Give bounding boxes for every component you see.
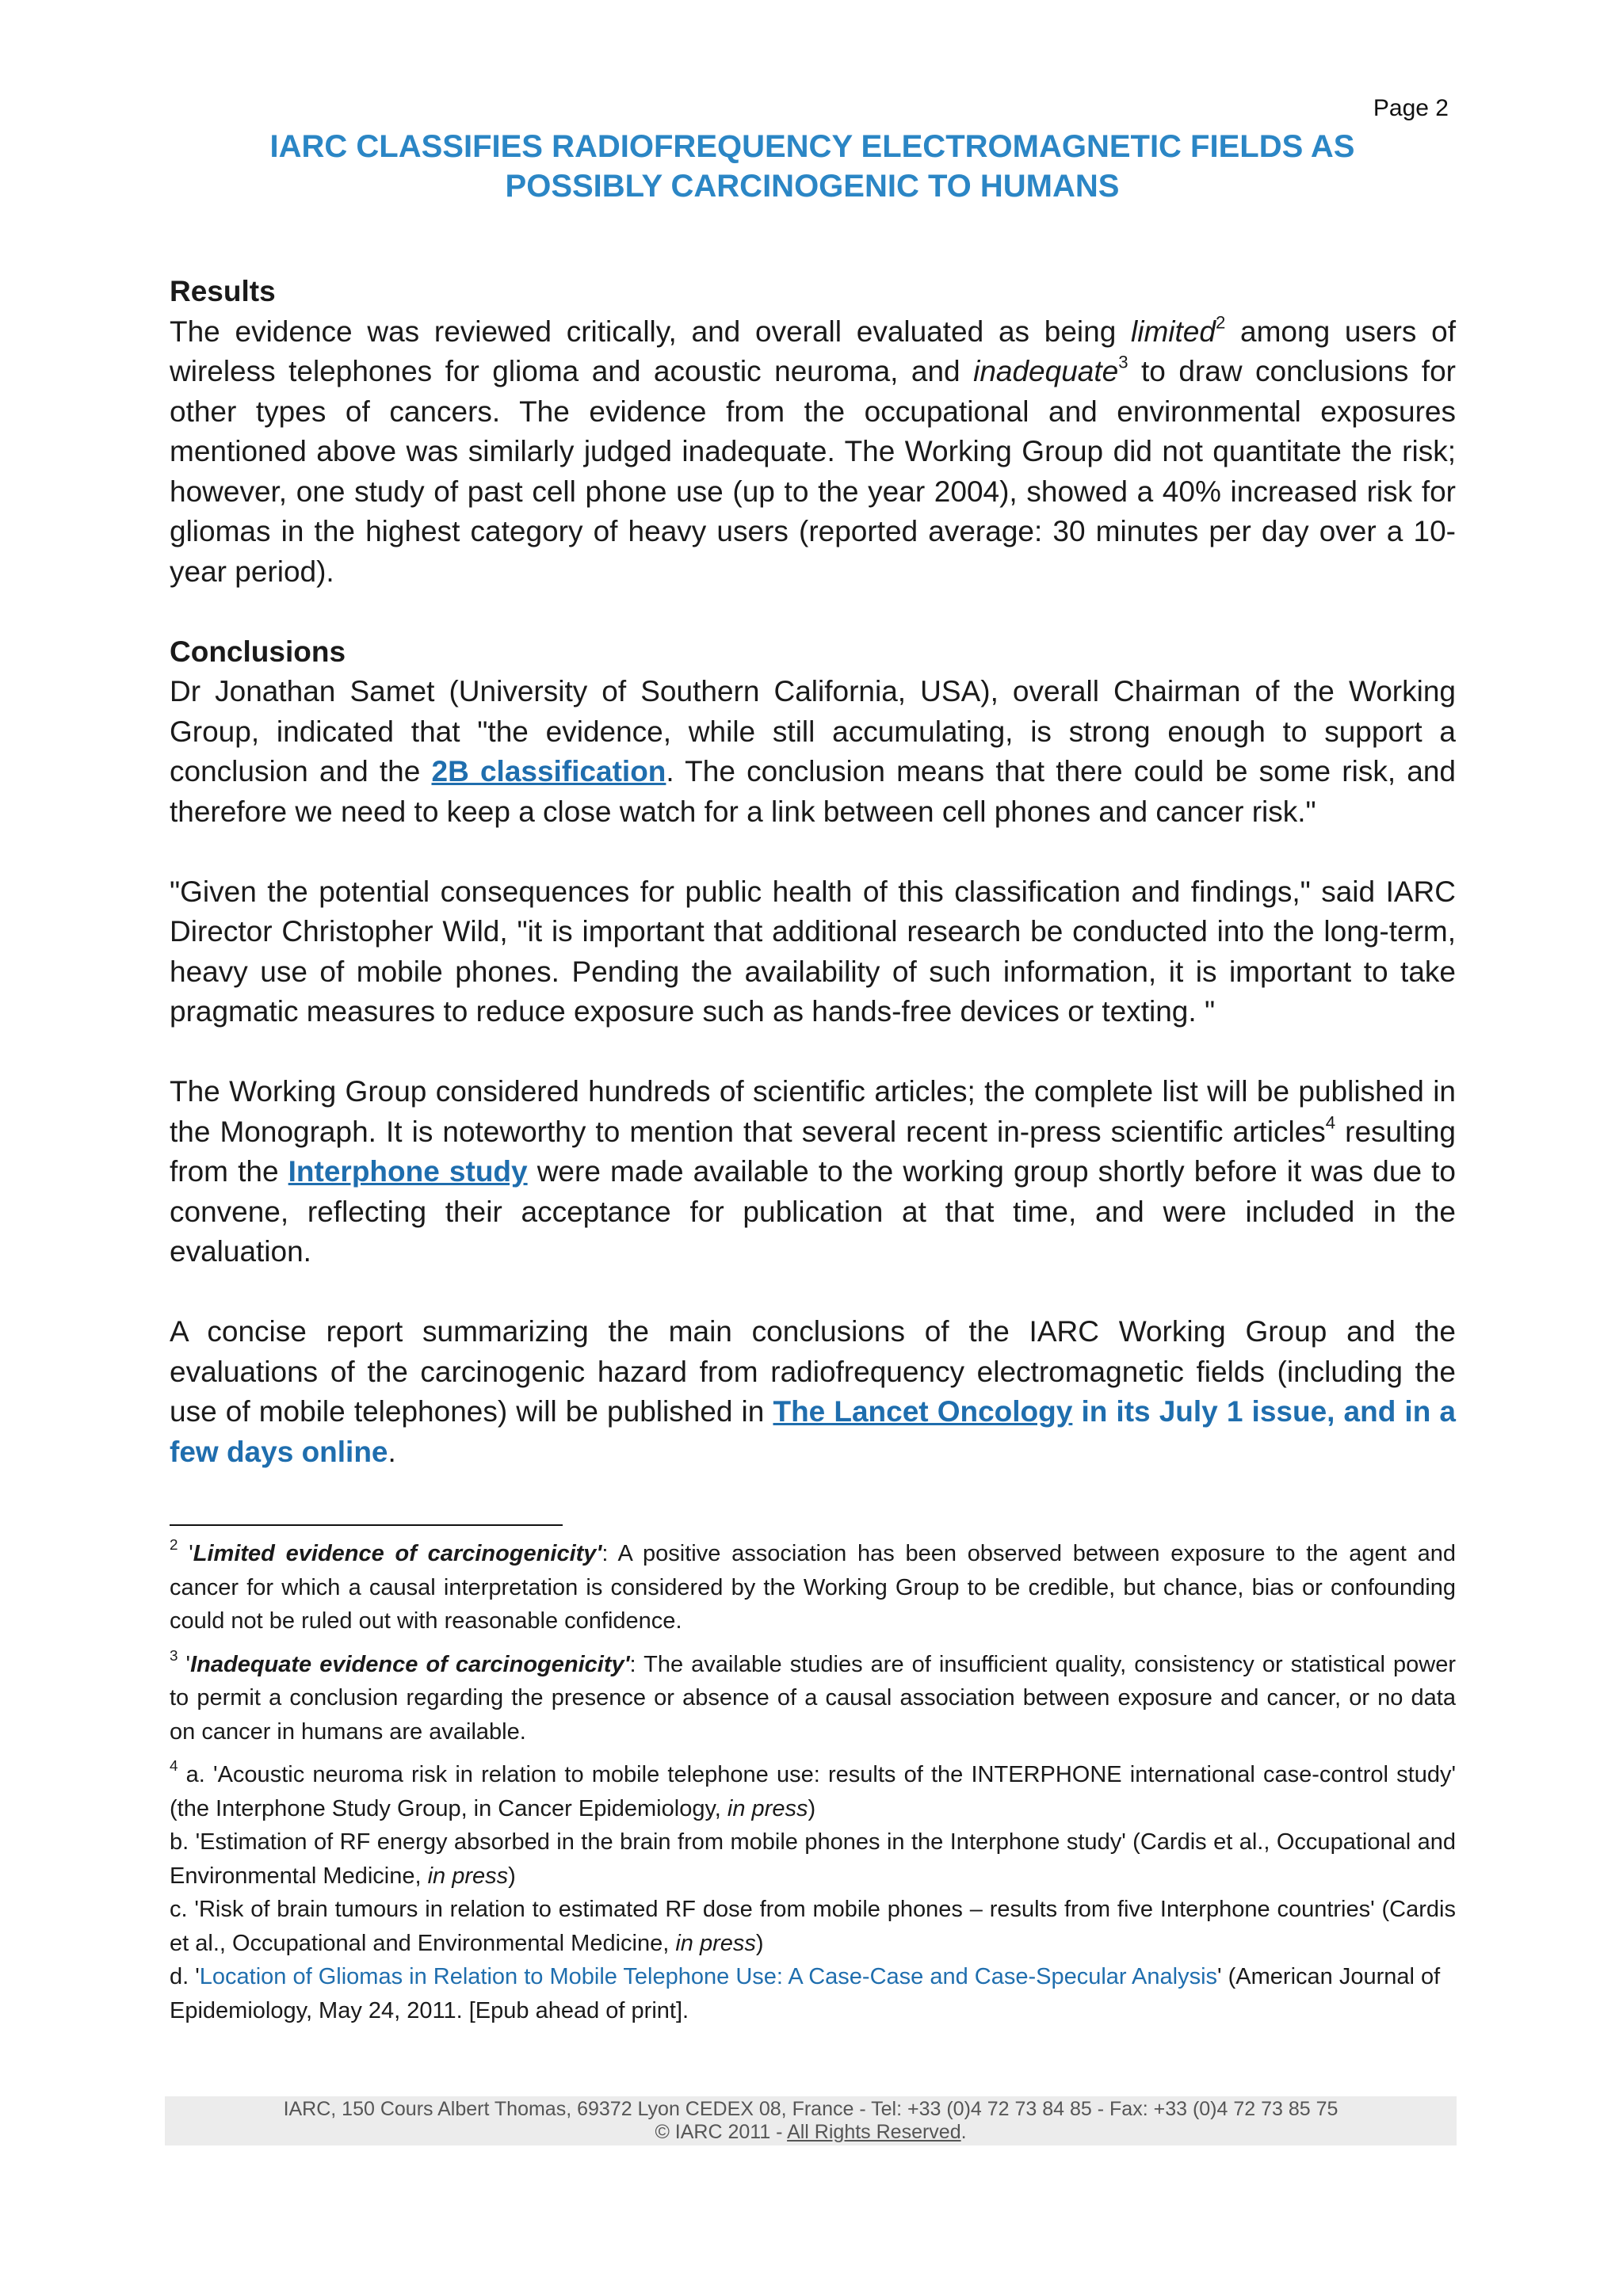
- page-number: Page 2: [1373, 95, 1449, 121]
- footnotes: [170, 1537, 1456, 2037]
- footnote-4c: c. 'Risk of brain tumours in relation to estimated RF dose from mobile phones – results from five Interphone countries' (Cardis et al., Occupational and Environmental Medicine, in press): [170, 1897, 1456, 1956]
- limited-term: limited: [1131, 315, 1216, 348]
- conclusions-paragraph-2: "Given the potential consequences for public health of this classification and findings," said IARC Director Christopher Wild, "it is important that additional research be conducted into the long-term, heavy use of mobile phones. Pending the availability of such information, it is important to take pragmatic measures to reduce exposure such as hands-free devices or texting. ": [170, 875, 1456, 1028]
- gliomas-location-link[interactable]: Location of Gliomas in Relation to Mobile Telephone Use: A Case-Case and Case-Specular Analysis: [199, 1964, 1218, 1989]
- title-line-2: POSSIBLY CARCINOGENIC TO HUMANS: [505, 169, 1120, 204]
- footnote-3: $^3$ 'Inadequate evidence of carcinogenicity': The available studies are of insufficient quality, consistency or statistical power to permit a conclusion regarding the presence or absence of a causal association between exposure and cancer, or no data on cancer in humans are available.: [170, 1646, 1456, 1745]
- conclusions-paragraph-4: A concise report summarizing the main conclusions of the IARC Working Group and the evaluations of the carcinogenic hazard from radiofrequency electromagnetic fields (including the use of mobile telephones) will be published in The Lancet Oncology in its July 1 issue, and in a few days online.: [170, 1315, 1456, 1468]
- july-issue-link[interactable]: in its July 1 issue, and in a few days online: [170, 1395, 1456, 1468]
- results-heading: Results: [170, 275, 276, 307]
- main-body: [170, 272, 1456, 1472]
- lancet-oncology-link[interactable]: The Lancet Oncology: [773, 1395, 1073, 1428]
- conclusions-heading: Conclusions: [170, 635, 346, 668]
- footnote-4a: $^4$ a. 'Acoustic neuroma risk in relation to mobile telephone use: results of the INTERPHONE international case-control study' (the Interphone Study Group, in Cancer Epidemiology, in press): [170, 1756, 1456, 1821]
- footnote-2: $^2$ 'Limited evidence of carcinogenicity': A positive association has been observed between exposure to the agent and cancer for which a causal interpretation is considered by the Working Group to be credible, but chance, bias or confounding could not be ruled out with reasonable confidence.: [170, 1535, 1456, 1634]
- footnote-4d: d. 'Location of Gliomas in Relation to Mobile Telephone Use: A Case-Case and Case-Specular Analysis' (American Journal of Epidemiology, May 24, 2011. [Epub ahead of print].: [170, 1964, 1441, 2023]
- footnote-separator: [170, 1524, 563, 1526]
- footnote-2-term: Limited evidence of carcinogenicity': [193, 1541, 602, 1566]
- footnote-ref-4[interactable]: 4: [1325, 1112, 1336, 1132]
- inadequate-term: inadequate: [973, 355, 1119, 387]
- footnote-4b: b. 'Estimation of RF energy absorbed in the brain from mobile phones in the Interphone study' (Cardis et al., Occupational and Environmental Medicine, in press): [170, 1829, 1456, 1889]
- title-line-1: IARC CLASSIFIES RADIOFREQUENCY ELECTROMAGNETIC FIELDS AS: [269, 129, 1355, 164]
- 2b-classification-link[interactable]: 2B classification: [431, 755, 666, 788]
- footer-address: IARC, 150 Cours Albert Thomas, 69372 Lyon CEDEX 08, France - Tel: +33 (0)4 72 73 84 85 - Fax: +33 (0)4 72 73 85 75: [283, 2098, 1338, 2120]
- footnote-ref-3[interactable]: 3: [1118, 352, 1128, 372]
- page-title: [143, 127, 1482, 206]
- page-footer: [165, 2096, 1457, 2145]
- all-rights-reserved-link[interactable]: All Rights Reserved: [787, 2121, 961, 2143]
- interphone-study-link[interactable]: Interphone study: [288, 1155, 528, 1188]
- conclusions-paragraph-1: Dr Jonathan Samet (University of Southern California, USA), overall Chairman of the Working Group, indicated that "the evidence, while still accumulating, is strong enough to support a conclusion and the 2B classification. The conclusion means that there could be some risk, and therefore we need to keep a close watch for a link between cell phones and cancer risk.": [170, 675, 1456, 828]
- footer-copyright: © IARC 2011 - All Rights Reserved.: [655, 2121, 967, 2143]
- conclusions-paragraph-3: The Working Group considered hundreds of scientific articles; the complete list will be published in the Monograph. It is noteworthy to mention that several recent in-press scientific articles$^4$ resulting from the Interphone study were made available to the working group shortly before it was due to convene, reflecting their acceptance for publication at that time, and were included in the evaluation.: [170, 1075, 1456, 1268]
- footnote-ref-2[interactable]: 2: [1215, 311, 1226, 332]
- results-paragraph: The evidence was reviewed critically, and overall evaluated as being limited$^2$ among users of wireless telephones for glioma and acoustic neuroma, and inadequate$^3$ to draw conclusions for other types of cancers. The evidence from the occupational and environmental exposures mentioned above was similarly judged inadequate. The Working Group did not quantitate the risk; however, one study of past cell phone use (up to the year 2004), showed a 40% increased risk for gliomas in the highest category of heavy users (reported average: 30 minutes per day over a 10-year period).: [170, 311, 1456, 588]
- footnote-4: [170, 1758, 1456, 2027]
- footnote-3-term: Inadequate evidence of carcinogenicity': [190, 1651, 630, 1677]
